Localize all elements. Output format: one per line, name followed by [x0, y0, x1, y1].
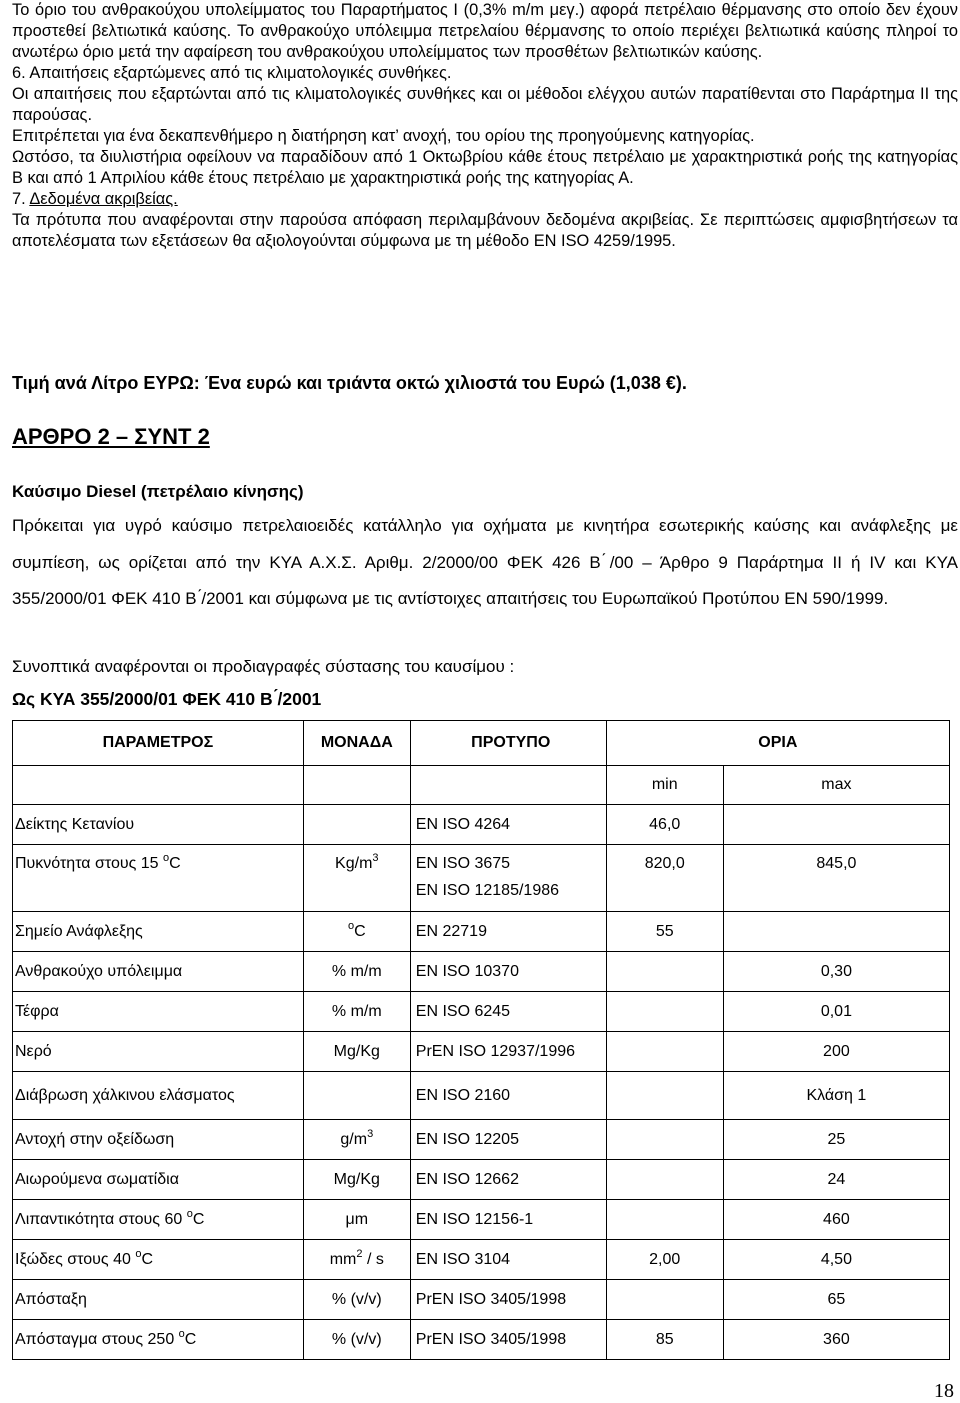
table-row — [13, 992, 950, 1032]
cell-max — [723, 1320, 949, 1360]
parameter-text: Πυκνότητα στους 15 — [15, 855, 163, 872]
cell-standard — [410, 1280, 606, 1320]
table-subheader-row — [13, 766, 950, 805]
cell-unit — [303, 912, 410, 952]
unit-sup: 3 — [367, 1127, 374, 1140]
table-row — [13, 1032, 950, 1072]
standard-text: EN ISO 4264 — [415, 815, 511, 833]
cell-min — [606, 1160, 723, 1200]
standard-text: EN ISO 12156-1 — [415, 1210, 534, 1228]
cell-parameter — [13, 1160, 304, 1200]
cell-standard — [410, 1120, 606, 1160]
cell-unit — [303, 805, 410, 845]
parameter-tail: C — [184, 1330, 197, 1348]
cell-parameter — [13, 1200, 304, 1240]
cell-unit — [303, 1200, 410, 1240]
cell-unit — [303, 952, 410, 992]
min-value: 85 — [655, 1330, 674, 1348]
section-6-paragraph-2: Επιτρέπεται για ένα δεκαπενθήμερο η διατήρηση κατ’ ανοχή, του ορίου της προηγούμενης κατηγορίας. — [12, 127, 755, 145]
cell-min — [606, 1120, 723, 1160]
standard-text: EN ISO 6245 — [415, 1002, 511, 1020]
subheader-empty — [410, 766, 606, 805]
cell-standard — [410, 912, 606, 952]
subheader-max: max — [723, 766, 949, 805]
unit-sup: 3 — [372, 852, 379, 864]
cell-unit — [303, 1280, 410, 1320]
cell-parameter — [13, 1280, 304, 1320]
section-6-paragraph-1: Οι απαιτήσεις που εξαρτώνται από τις κλιματολογικές συνθήκες και οι μέθοδοι ελέγχου αυτών παρατίθενται στο Παράρτημα ΙΙ της παρούσας. — [12, 85, 958, 124]
table-body — [13, 805, 950, 1360]
header-limits: ΟΡΙΑ — [606, 721, 949, 766]
cell-parameter — [13, 805, 304, 845]
cell-unit — [303, 1320, 410, 1360]
section-6-paragraph-3: Ωστόσο, τα διυλιστήρια οφείλουν να παραδίδουν από 1 Οκτωβρίου κάθε έτους πετρέλαιο με χαρακτηριστικά ροής της κατηγορίας Β και από 1 Απριλίου κάθε έτους πετρέλαιο με χαρακτηριστικά ροής της κατηγορίας Α. — [12, 148, 958, 187]
degree-sup: o — [163, 852, 170, 864]
table-row — [13, 1072, 950, 1120]
header-unit: ΜΟΝΑΔΑ — [303, 721, 410, 766]
unit-text: g/m — [340, 1130, 368, 1148]
max-value: 4,50 — [820, 1250, 852, 1268]
standard-text: EN 22719 — [415, 922, 487, 940]
section-7-paragraph: Τα πρότυπα που αναφέρονται στην παρούσα απόφαση περιλαμβάνουν δεδομένα ακριβείας. Σε περιπτώσεις αμφισβητήσεων τα αποτελέσματα των εξετάσεων θα αξιολογούνται σύμφωνα με τη μέθοδο EN ISO 4259/1995. — [12, 211, 958, 250]
parameter-text: Λιπαντικότητα στους 60 — [15, 1210, 187, 1228]
cell-min — [606, 912, 723, 952]
cell-max — [723, 952, 949, 992]
max-value: 200 — [823, 1042, 850, 1060]
parameter-text: Ιξώδες στους 40 — [15, 1250, 136, 1268]
cell-min — [606, 1200, 723, 1240]
table-row — [13, 845, 950, 912]
header-standard: ΠΡΟΤΥΠΟ — [410, 721, 606, 766]
cell-max — [723, 992, 949, 1032]
parameter-text: Νερό — [15, 1042, 52, 1060]
parameter-tail: C — [192, 1210, 205, 1228]
cell-standard — [410, 1240, 606, 1280]
cell-standard — [410, 845, 606, 912]
unit-text: mm — [329, 1250, 357, 1268]
max-value: 845,0 — [816, 855, 857, 872]
cell-max — [723, 1160, 949, 1200]
max-value: 65 — [827, 1290, 846, 1308]
section-7-title — [12, 189, 958, 210]
page-number: 18 — [934, 1380, 954, 1402]
spec-table — [12, 720, 950, 1360]
cell-parameter — [13, 1072, 304, 1120]
table-row — [13, 912, 950, 952]
min-value: 2,00 — [649, 1250, 681, 1268]
cell-parameter — [13, 845, 304, 912]
cell-unit — [303, 1032, 410, 1072]
max-value: 24 — [827, 1170, 846, 1188]
parameter-text: Απόσταγμα στους 250 — [15, 1330, 179, 1348]
max-value: 0,01 — [820, 1002, 852, 1020]
cell-max — [723, 912, 949, 952]
unit-text: % (v/v) — [331, 1290, 382, 1308]
standard-text: PrEN ISO 3405/1998 — [415, 1290, 567, 1308]
parameter-tail: C — [169, 855, 181, 872]
unit-text: μm — [345, 1210, 369, 1228]
kya-heading: Ως ΚΥΑ 355/2000/01 ΦΕΚ 410 Β ́/2001 — [12, 689, 322, 709]
cell-unit — [303, 1072, 410, 1120]
unit-text: % (v/v) — [331, 1330, 382, 1348]
cell-parameter — [13, 1120, 304, 1160]
degree-sup: o — [135, 1247, 142, 1260]
standard-text-2: EN ISO 12185/1986 — [415, 882, 560, 899]
cell-unit — [303, 992, 410, 1032]
intro-paragraph: Το όριο του ανθρακούχου υπολείμματος του Παραρτήματος Ι (0,3% m/m μεγ.) αφορά πετρέλαιο θέρμανσης στο οποίο δεν έχουν προστεθεί βελτιωτικά καύσης. Το ανθρακούχο υπόλειμμα πετρελαίου θέρμανσης το οποίο περιέχει βελτιωτικά καύσης πληροί το ανωτέρω όριο μετά την αφαίρεση του ανθρακούχου υπολείμματος των προσθέτων βελτιωτικών καύσης. — [12, 1, 958, 61]
cell-min — [606, 1032, 723, 1072]
cell-unit — [303, 1240, 410, 1280]
cell-parameter — [13, 912, 304, 952]
cell-parameter — [13, 1240, 304, 1280]
max-value: Κλάση 1 — [806, 1086, 867, 1104]
parameter-text: Τέφρα — [15, 1002, 59, 1020]
cell-unit — [303, 1160, 410, 1200]
standard-text: EN ISO 12662 — [415, 1170, 519, 1188]
intro-block — [12, 0, 958, 252]
cell-unit — [303, 845, 410, 912]
unit-pre-sup: o — [347, 919, 355, 932]
min-value: 55 — [655, 922, 674, 940]
subheader-empty — [303, 766, 410, 805]
cell-standard — [410, 1160, 606, 1200]
parameter-text: Δείκτης Κετανίου — [15, 815, 135, 833]
standard-text: PrEN ISO 3405/1998 — [415, 1330, 567, 1348]
section-7-title-text: Δεδομένα ακριβείας. — [29, 190, 178, 208]
cell-min — [606, 992, 723, 1032]
cell-min — [606, 952, 723, 992]
max-value: 460 — [823, 1210, 850, 1228]
unit-sup: 2 — [356, 1247, 363, 1260]
cell-standard — [410, 805, 606, 845]
standard-text: PrEN ISO 12937/1996 — [415, 1042, 576, 1060]
header-parameter: ΠΑΡΑΜΕΤΡΟΣ — [13, 721, 304, 766]
cell-parameter — [13, 1320, 304, 1360]
parameter-text: Απόσταξη — [15, 1290, 87, 1308]
parameter-text: Αντοχή στην οξείδωση — [15, 1130, 175, 1148]
cell-max — [723, 1280, 949, 1320]
cell-max — [723, 805, 949, 845]
cell-parameter — [13, 1032, 304, 1072]
table-row — [13, 1240, 950, 1280]
parameter-tail: C — [141, 1250, 153, 1268]
cell-standard — [410, 1320, 606, 1360]
unit-text: % m/m — [331, 962, 382, 980]
unit-text: Mg/Kg — [333, 1170, 380, 1188]
unit-text: % m/m — [331, 1002, 382, 1020]
table-row — [13, 1120, 950, 1160]
table-row — [13, 1320, 950, 1360]
cell-min — [606, 1240, 723, 1280]
standard-text: EN ISO 12205 — [415, 1130, 519, 1148]
summary-line: Συνοπτικά αναφέρονται οι προδιαγραφές σύστασης του καυσίμου : — [12, 657, 515, 676]
cell-max — [723, 1240, 949, 1280]
degree-sup: o — [186, 1207, 193, 1220]
table-row — [13, 1200, 950, 1240]
cell-unit — [303, 1120, 410, 1160]
standard-text: EN ISO 3675 — [415, 855, 511, 872]
parameter-text: Αιωρούμενα σωματίδια — [15, 1170, 179, 1188]
parameter-text: Ανθρακούχο υπόλειμμα — [15, 962, 183, 980]
max-value: 0,30 — [820, 962, 852, 980]
cell-max — [723, 1120, 949, 1160]
cell-standard — [410, 1032, 606, 1072]
table-row — [13, 1160, 950, 1200]
table-row — [13, 805, 950, 845]
price-line: Τιμή ανά Λίτρο ΕΥΡΩ: Ένα ευρώ και τριάντα οκτώ χιλιοστά του Ευρώ (1,038 €). — [12, 373, 687, 393]
cell-min — [606, 1320, 723, 1360]
cell-min — [606, 845, 723, 912]
cell-max — [723, 1072, 949, 1120]
unit-text: C — [354, 922, 366, 940]
cell-standard — [410, 1072, 606, 1120]
cell-max — [723, 1032, 949, 1072]
min-value: 46,0 — [649, 815, 681, 833]
fuel-title: Καύσιμο Diesel (πετρέλαιο κίνησης) — [12, 482, 304, 501]
parameter-text: Διάβρωση χάλκινου ελάσματος — [15, 1086, 235, 1104]
cell-max — [723, 845, 949, 912]
cell-max — [723, 1200, 949, 1240]
unit-text: Mg/Kg — [333, 1042, 380, 1060]
section-7-number: 7. — [12, 190, 30, 208]
subheader-empty — [13, 766, 304, 805]
subheader-min: min — [606, 766, 723, 805]
table-header-row — [13, 721, 950, 766]
unit-text: Kg/m — [335, 855, 373, 872]
cell-min — [606, 1280, 723, 1320]
unit-tail: / s — [362, 1250, 384, 1268]
cell-min — [606, 805, 723, 845]
cell-standard — [410, 992, 606, 1032]
section-6-title: 6. Απαιτήσεις εξαρτώμενες από τις κλιματολογικές συνθήκες. — [12, 64, 452, 82]
degree-sup: o — [178, 1327, 185, 1340]
cell-standard — [410, 1200, 606, 1240]
article-heading: ΑΡΘΡΟ 2 – ΣΥΝΤ 2 — [12, 424, 210, 449]
cell-parameter — [13, 952, 304, 992]
cell-min — [606, 1072, 723, 1120]
standard-text: EN ISO 2160 — [415, 1086, 511, 1104]
max-value: 25 — [827, 1130, 846, 1148]
cell-standard — [410, 952, 606, 992]
table-row — [13, 952, 950, 992]
standard-text: EN ISO 10370 — [415, 962, 519, 980]
standard-text: EN ISO 3104 — [415, 1250, 511, 1268]
table-row — [13, 1280, 950, 1320]
parameter-text: Σημείο Ανάφλεξης — [15, 922, 143, 940]
min-value: 820,0 — [644, 855, 685, 872]
cell-parameter — [13, 992, 304, 1032]
max-value: 360 — [823, 1330, 850, 1348]
fuel-description: Πρόκειται για υγρό καύσιμο πετρελαιοειδές κατάλληλο για οχήματα με κινητήρα εσωτερικής καύσης και ανάφλεξης με συμπίεση, ως ορίζεται από την ΚΥΑ Α.Χ.Σ. Αριθμ. 2/2000/00 ΦΕΚ 426 Β ́/00 – Άρθρο 9 Παράρτημα ΙΙ ή ΙV και ΚΥΑ 355/2000/01 ΦΕΚ 410 Β ́/2001 και σύμφωνα με τις αντίστοιχες απαιτήσεις του Ευρωπαϊκού Προτύπου ΕΝ 590/1999. — [12, 516, 958, 608]
